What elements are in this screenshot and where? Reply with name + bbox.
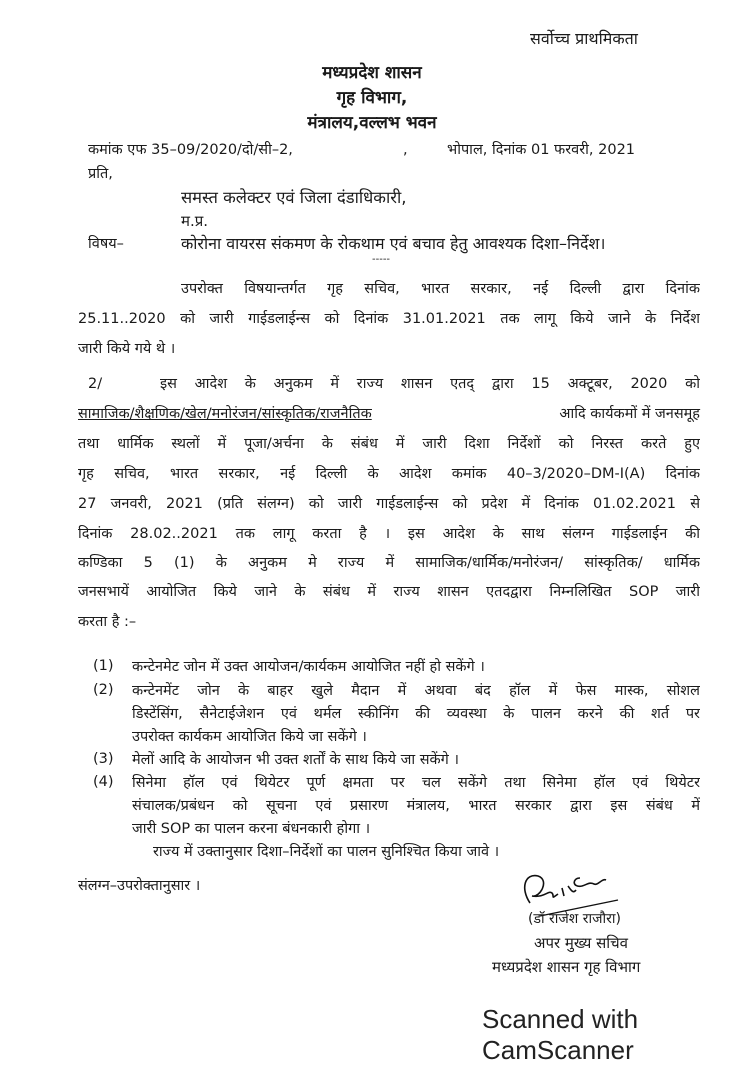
subject-text: कोरोना वायरस संकमण के रोकथाम एवं बचाव हेतु आवश्यक दिशा–निर्देश। bbox=[181, 234, 606, 253]
place-date: भोपाल, दिनांक 01 फरवरी, 2021 bbox=[447, 142, 636, 158]
list-item-line: जारी SOP का पालन करना बंधनकारी होगा । bbox=[132, 821, 371, 837]
item-number: (1) bbox=[93, 658, 114, 674]
para2-number: 2/ bbox=[88, 376, 103, 392]
para2-line: 27 जनवरी, 2021 (प्रति संलग्न) को जारी गाईडलाईन्स को प्रदेश में दिनांक 01.02.2021 से bbox=[78, 496, 700, 512]
recipient-state: म.प्र. bbox=[181, 212, 209, 230]
signatory-name: (डॉ राजेश राजौरा) bbox=[528, 911, 621, 927]
list-item-line: उपरोक्त कार्यकम आयोजित किये जा सकेंगे । bbox=[132, 729, 367, 745]
list-item-line: मेलों आदि के आयोजन भी उक्त शर्तों के साथ किये जा सकेंगे । bbox=[132, 752, 459, 768]
para2-line: कण्डिका 5 (1) के अनुकम मे राज्य में सामाजिक/धार्मिक/मनोरंजन/ सांस्कृतिक/ धार्मिक bbox=[78, 555, 700, 571]
priority-label: सर्वोच्च प्राथमिकता bbox=[530, 29, 638, 48]
para2-line: तथा धार्मिक स्थलों में पूजा/अर्चना के संबंध में जारी दिशा निर्देशों को निरस्त करते हुए bbox=[78, 436, 700, 452]
to-label: प्रति, bbox=[88, 166, 113, 182]
list-item-line: सिनेमा हॉल एवं थियेटर पूर्ण क्षमता पर चल सकेंगे तथा सिनेमा हॉल एवं थियेटर bbox=[132, 775, 700, 791]
event-categories: सामाजिक/शैक्षणिक/खेल/मनोरंजन/सांस्कृतिक/राजनैतिक bbox=[78, 406, 372, 422]
item-number: (4) bbox=[93, 774, 114, 790]
signatory-department: मध्यप्रदेश शासन गृह विभाग bbox=[492, 958, 641, 976]
signatory-designation: अपर मुख्य सचिव bbox=[534, 934, 628, 952]
para1-line: उपरोक्त विषयान्तर्गत गृह सचिव, भारत सरकार, नई दिल्ली द्वारा दिनांक bbox=[181, 281, 700, 297]
list-item-line: कन्टेनमेंट जोन के बाहर खुले मैदान में अथवा बंद हॉल में फेस मास्क, सोशल bbox=[132, 683, 700, 699]
para1-line: 25.11..2020 को जारी गाईडलाईन्स को दिनांक 31.01.2021 तक लागू किये जाने के निर्देश bbox=[78, 311, 700, 327]
subject-rule: ----- bbox=[372, 254, 391, 265]
para2-line: करता है :– bbox=[78, 614, 137, 630]
para2-line: गृह सचिव, भारत सरकार, नई दिल्ली के आदेश कमांक 40–3/2020–DM-I(A) दिनांक bbox=[78, 466, 700, 482]
recipient: समस्त कलेक्टर एवं जिला दंडाधिकारी, bbox=[181, 188, 407, 207]
list-item-line: संचालक/प्रबंधन को सूचना एवं प्रसारण मंत्रालय, भारत सरकार द्वारा इस संबंध में bbox=[132, 798, 700, 814]
para2-line: जनसभायें आयोजित किये जाने के संबंध में राज्य शासन एतदद्वारा निम्नलिखित SOP जारी bbox=[78, 584, 700, 600]
list-item-line: डिस्टेंसिंग, सैनेटाईजेशन एवं थर्मल स्कीनिंग की व्यवस्था के पालन करने की शर्त पर bbox=[132, 706, 700, 722]
list-item-line: कन्टेनमेट जोन में उक्त आयोजन/कार्यकम आयोजित नहीं हो सकेंगे । bbox=[132, 659, 485, 675]
item-number: (2) bbox=[93, 682, 114, 698]
subject-label: विषय– bbox=[88, 236, 124, 252]
para2-line: दिनांक 28.02..2021 तक लागू करता है । इस आदेश के साथ संलग्न गाईडलाईन की bbox=[78, 526, 700, 542]
para2-line: इस आदेश के अनुकम में राज्य शासन एतद् द्वारा 15 अक्टूबर, 2020 को bbox=[160, 376, 700, 392]
header-department: गृह विभाग, bbox=[336, 88, 408, 108]
header-government: मध्यप्रदेश शासन bbox=[322, 63, 422, 83]
para1-line: जारी किये गये थे । bbox=[78, 341, 176, 357]
header-ministry: मंत्रालय,वल्लभ भवन bbox=[307, 113, 437, 133]
para2-line bbox=[78, 405, 700, 423]
item-number: (3) bbox=[93, 751, 114, 767]
reference-number: कमांक एफ 35–09/2020/दो/सी–2, bbox=[88, 142, 293, 158]
closing-line: राज्य में उक्तानुसार दिशा–निर्देशों का पालन सुनिश्चित किया जावे । bbox=[153, 844, 500, 860]
reference-comma: , bbox=[403, 142, 408, 158]
enclosure-note: संलग्न–उपरोक्तानुसार । bbox=[78, 878, 201, 894]
camscanner-watermark: Scanned with CamScanner bbox=[482, 1004, 639, 1065]
para2-line-rest: आदि कार्यकमों में जनसमूह bbox=[559, 406, 700, 422]
